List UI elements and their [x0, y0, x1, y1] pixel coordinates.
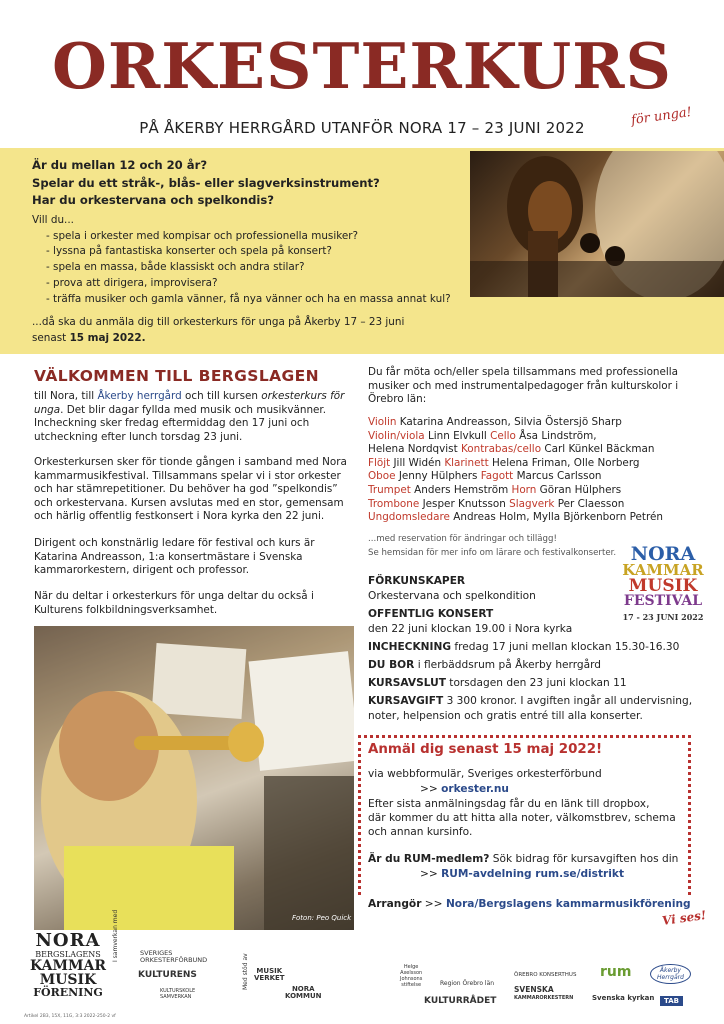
- prereq-label: FÖRKUNSKAPER: [368, 575, 466, 587]
- welcome-paragraph-2: Orkesterkursen sker för tionde gången i samband med Nora kammarmusikfestival. Tillsammans spelar vi i stor orkester och har stämrepetitioner. Du behöver ha god ”spelkondis” och orkestervana. Kursen avslutas med en stor, gemensam och härlig offentlig festkonsert i Nora kyrka den 22 juni.: [34, 456, 347, 523]
- teacher-names: Marcus Carlsson: [513, 470, 602, 483]
- intro-lead: Vill du...: [32, 214, 74, 226]
- instrument-label: Cello: [490, 429, 516, 442]
- question-2: Spelar du ett stråk-, blås- eller slagverksinstrument?: [32, 176, 380, 190]
- festival-logo: NORA KAMMAR MUSIK FESTIVAL 17 - 23 JUNI 2022: [622, 543, 704, 622]
- cello-scroll-image: [470, 151, 724, 297]
- teacher-names: Katarina Andreasson, Silvia Östersjö Sharp: [396, 416, 622, 428]
- instrument-label: Klarinett: [444, 456, 489, 469]
- question-1: Är du mellan 12 och 20 år?: [32, 158, 208, 172]
- intro-item: - träffa musiker och gamla vänner, få nya vänner och ha en massa annat kul?: [46, 293, 451, 305]
- instrument-label: Violin/viola: [368, 429, 425, 442]
- instrument-label: Oboe: [368, 470, 396, 483]
- page-title: ORKESTERKURS: [51, 29, 673, 103]
- kulturens-logo: KULTURENS: [138, 970, 197, 980]
- concert-value: den 22 juni klockan 19.00 i Nora kyrka: [368, 623, 573, 635]
- teacher-names: Carl Künkel Bäckman: [541, 443, 655, 456]
- intro-item: - spela en massa, både klassiskt och andra stilar?: [46, 261, 305, 273]
- musikverket-logo: MUSIK VERKET: [254, 967, 285, 982]
- teacher-row: [368, 470, 698, 484]
- helge-logo: Helge Axelsson Johnsons stiftelse: [400, 964, 423, 988]
- dotted-border-top: [358, 735, 691, 738]
- teacher-names: Andreas Holm, Mylla Björkenborn Petrén: [449, 511, 663, 524]
- website-note: Se hemsidan för mer info om lärare och festivalkonserter.: [368, 548, 617, 558]
- welcome-paragraph-1: till Nora, till Åkerby herrgård och till kursen orkesterkurs för unga. Det blir dagar fyllda med musik och musikvänner. Incheckning sker fredag eftermiddag den 17 juni och utcheckning efter lunch torsdag 23 juni.: [34, 390, 345, 443]
- page-subtitle: PÅ ÅKERBY HERRGÅRD UTANFÖR NORA 17 – 23 JUNI 2022: [139, 119, 585, 137]
- teacher-row: [368, 430, 698, 444]
- tab-logo: TAB: [660, 996, 683, 1006]
- teacher-names: Linn Elvkull: [424, 429, 491, 442]
- trumpet-photo: [34, 626, 354, 930]
- instrument-label: Slagverk: [509, 497, 555, 510]
- teacher-names: Anders Hemström: [410, 483, 512, 496]
- teacher-names: Jesper Knutsson: [419, 497, 510, 510]
- photo-credit: Foton: Peo Quick: [292, 914, 352, 922]
- teacher-row: [368, 484, 698, 498]
- intro-item: - spela i orkester med kompisar och professionella musiker?: [46, 230, 359, 242]
- sign-off: Vi ses!: [661, 907, 708, 929]
- cello-photo: [470, 151, 724, 297]
- instrument-label: Flöjt: [368, 456, 391, 469]
- teacher-names: Göran Hülphers: [536, 483, 622, 496]
- intro-deadline: senast 15 maj 2022.: [32, 332, 146, 344]
- instrument-label: Violin: [368, 416, 397, 428]
- rum-link[interactable]: RUM-avdelning rum.se/distrikt: [441, 868, 625, 880]
- teacher-row: [368, 443, 698, 457]
- rum-link-line: >> RUM-avdelning rum.se/distrikt: [420, 868, 625, 880]
- teachers-intro: Du får möta och/eller spela tillsammans med professionella musiker och med instrumentalpedagoger från kulturskolor i Örebro län:: [368, 366, 679, 406]
- kulturradet-logo: KULTURRÅDET: [424, 996, 497, 1006]
- teacher-row: [368, 498, 698, 512]
- dotted-border-right: [688, 735, 691, 895]
- dotted-border-left: [358, 735, 361, 895]
- svenska-kyrkan-logo: Svenska kyrkan: [592, 994, 655, 1002]
- trumpet-player-image: [34, 626, 354, 930]
- teacher-names: Helena Friman, Olle Norberg: [488, 456, 640, 469]
- stay-info: DU BOR i flerbäddsrum på Åkerby herrgård: [368, 659, 601, 671]
- tagline: för unga!: [630, 104, 693, 129]
- instrument-label: Horn: [511, 483, 537, 496]
- rum-question: Är du RUM-medlem? Sök bidrag för kursavgiften hos din: [368, 853, 679, 865]
- support-label: Med stöd av: [242, 953, 249, 990]
- orebro-konserthus-logo: ÖREBRO KONSERTHUS: [514, 972, 577, 978]
- question-3: Har du orkestervana och spelkondis?: [32, 193, 275, 207]
- teacher-row: [368, 457, 698, 471]
- intro-item: - lyssna på fantastiska konserter och spela på konsert?: [46, 245, 332, 257]
- svenska-kammarorkestern-logo: SVENSKA KAMMARORKESTERN: [514, 985, 574, 1001]
- teachers-list: [368, 416, 698, 525]
- teacher-names: Jenny Hülphers: [395, 470, 481, 483]
- concert-label: OFFENTLIG KONSERT: [368, 608, 494, 620]
- end-info: KURSAVSLUT torsdagen den 23 juni klockan 11: [368, 677, 627, 689]
- collab-label: I samverkan med: [112, 909, 119, 962]
- teacher-names: Per Claesson: [554, 497, 625, 510]
- signup-line-5: och annan kursinfo.: [368, 826, 473, 838]
- teacher-names: Helena Nordqvist: [368, 443, 461, 456]
- instrument-label: Ungdomsledare: [368, 511, 450, 524]
- rum-logo: rum: [600, 964, 632, 980]
- reservation-note: ...med reservation för ändringar och tillägg!: [368, 534, 557, 544]
- orkester-link[interactable]: orkester.nu: [441, 783, 509, 795]
- signup-link-line: >> orkester.nu: [420, 783, 509, 795]
- fee-info: KURSAVGIFT 3 300 kronor. I avgiften ingår all undervisning,: [368, 695, 693, 707]
- organizer: Arrangör >> Nora/Bergslagens kammarmusikförening: [368, 898, 691, 910]
- fee-info-cont: noter, helpension och gratis entré till alla konserter.: [368, 710, 643, 722]
- nora-kommun-logo: NORA KOMMUN: [285, 985, 322, 1000]
- sof-logo: SVERIGES ORKESTERFÖRBUND: [140, 949, 208, 964]
- akerby-link[interactable]: Åkerby herrgård: [97, 390, 182, 402]
- instrument-label: Fagott: [480, 470, 514, 483]
- checkin-info: INCHECKNING fredag 17 juni mellan klockan 15.30-16.30: [368, 641, 680, 653]
- kulturskole-logo: KULTURSKOLE SAMVERKAN: [160, 988, 196, 1000]
- akerby-logo: Åkerby Herrgård: [650, 964, 691, 984]
- welcome-paragraph-4: När du deltar i orkesterkurs för unga deltar du också i Kulturens folkbildningsverksamhet.: [34, 590, 314, 616]
- welcome-heading: VÄLKOMMEN TILL BERGSLAGEN: [34, 367, 319, 385]
- teacher-names: Åsa Lindström,: [515, 429, 597, 442]
- organizer-link[interactable]: Nora/Bergslagens kammarmusikförening: [445, 898, 691, 910]
- nora-association-logo: NORA BERGSLAGENS KAMMAR MUSIK FÖRENING: [30, 930, 106, 999]
- teacher-row: [368, 416, 698, 430]
- teacher-names: Jill Widén: [390, 456, 445, 469]
- region-orebro-logo: Region Örebro län: [440, 980, 495, 987]
- signup-line-4: där kommer du att hitta alla noter, välkomstbrev, schema: [368, 812, 676, 824]
- signup-line-3: Efter sista anmälningsdag får du en länk till dropbox,: [368, 798, 650, 810]
- footer-fineprint: Artikel 2B3, 15X, 11G, 3:3 2022-250-2 vf: [24, 1014, 116, 1019]
- intro-closing: ...då ska du anmäla dig till orkesterkurs för unga på Åkerby 17 – 23 juni: [32, 316, 405, 328]
- prereq-value: Orkestervana och spelkondition: [368, 590, 536, 602]
- welcome-paragraph-3: Dirigent och konstnärlig ledare för festival och kurs är Katarina Andreasson, 1:a konsertmästare i Svenska kammarorkestern, dirigent och professor.: [34, 537, 315, 577]
- teacher-row: [368, 511, 698, 525]
- instrument-label: Trumpet: [368, 483, 411, 496]
- signup-heading: Anmäl dig senast 15 maj 2022!: [368, 742, 603, 757]
- intro-item: - prova att dirigera, improvisera?: [46, 277, 218, 289]
- instrument-label: Trombone: [368, 497, 420, 510]
- instrument-label: Kontrabas/cello: [460, 443, 542, 456]
- signup-line-1: via webbformulär, Sveriges orkesterförbund: [368, 768, 602, 780]
